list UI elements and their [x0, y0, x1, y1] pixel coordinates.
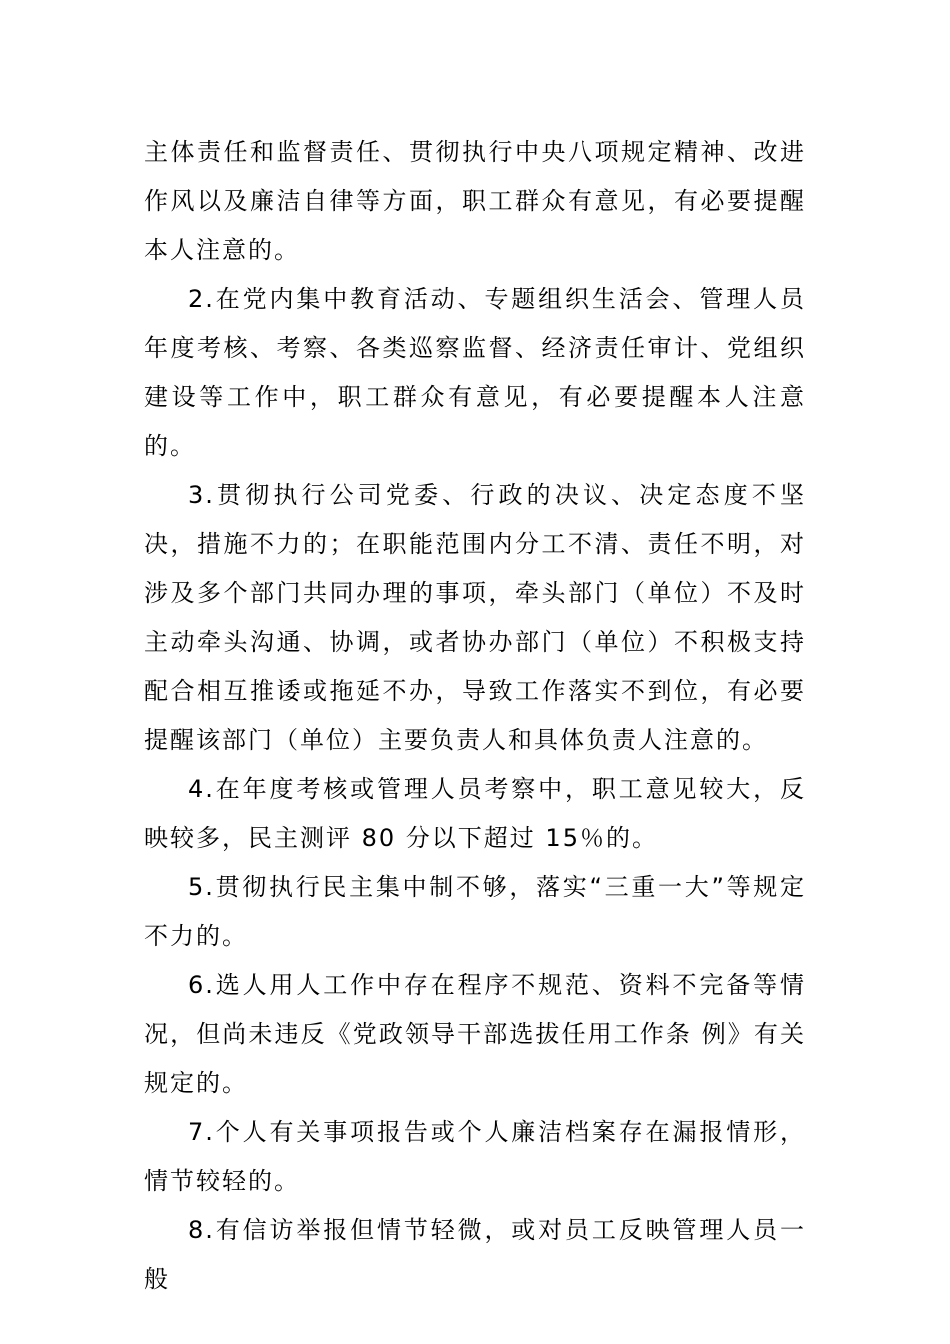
paragraph-item-7: 7.个人有关事项报告或个人廉洁档案存在漏报情形，情节较轻的。 [144, 1118, 806, 1195]
paragraph-item-8: 8.有信访举报但情节轻微，或对员工反映管理人员一般 [144, 1216, 806, 1293]
paragraph-item-6: 6.选人用人工作中存在程序不规范、资料不完备等情况，但尚未违反《党政领导干部选拔任用工作条 例》有关规定的。 [144, 971, 806, 1097]
paragraph-item-5: 5.贯彻执行民主集中制不够，落实“三重一大”等规定不力的。 [144, 873, 806, 950]
paragraph-continuation: 主体责任和监督责任、贯彻执行中央八项规定精神、改进作风以及廉洁自律等方面，职工群众有意见，有必要提醒本人注意的。 [144, 138, 806, 264]
paragraph-item-4: 4.在年度考核或管理人员考察中，职工意见较大，反映较多，民主测评 80 分以下超过 15％的。 [144, 775, 806, 852]
document-body [144, 128, 806, 1304]
paragraph-item-2: 2.在党内集中教育活动、专题组织生活会、管理人员年度考核、考察、各类巡察监督、经济责任审计、党组织建设等工作中，职工群众有意见，有必要提醒本人注意的。 [144, 285, 806, 460]
paragraph-item-3: 3.贯彻执行公司党委、行政的决议、决定态度不坚决，措施不力的；在职能范围内分工不清、责任不明，对涉及多个部门共同办理的事项，牵头部门（单位）不及时主动牵头沟通、协调，或者协办部门（单位）不积极支持配合相互推诿或拖延不办，导致工作落实不到位，有必要提醒该部门（单位）主要负责人和具体负责人注意的。 [144, 481, 806, 754]
